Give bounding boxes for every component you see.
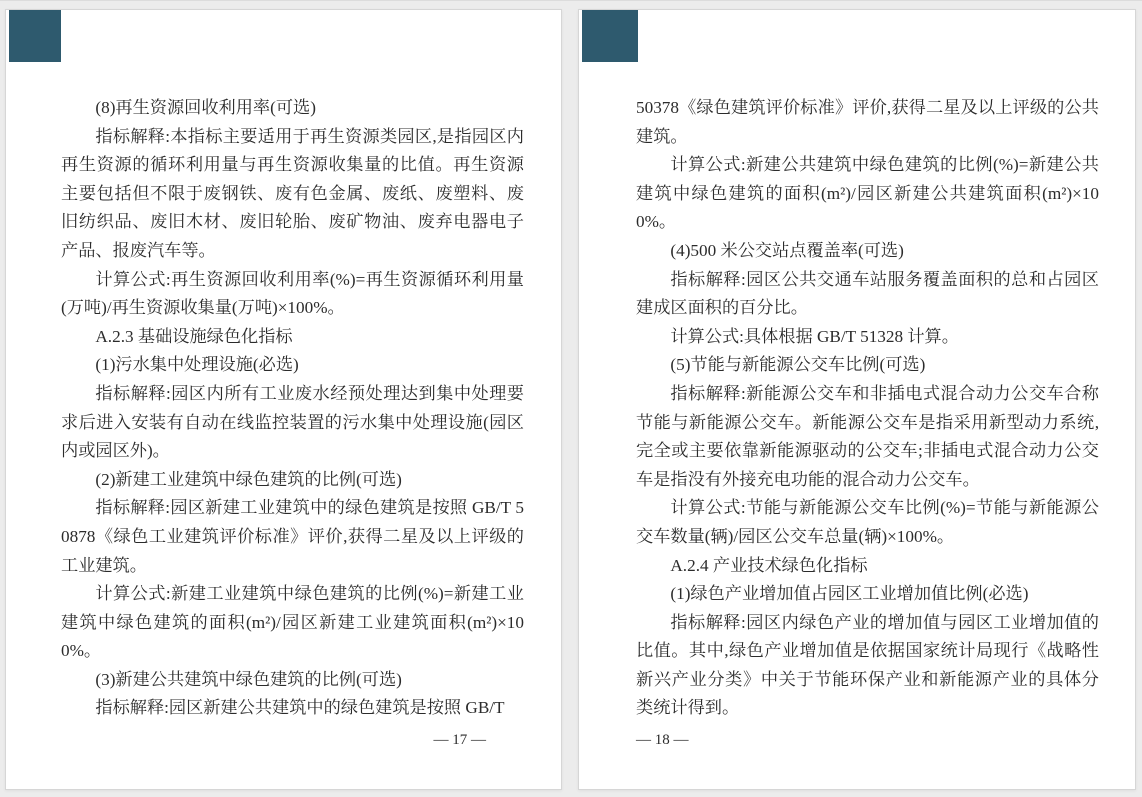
section-heading: A.2.3 基础设施绿色化指标 xyxy=(95,326,293,346)
paragraph: 计算公式:新建工业建筑中绿色建筑的比例(%)=新建工业建筑中绿色建筑的面积(m²)/园区新建工业建筑面积(m²)×100%。 xyxy=(61,584,524,661)
corner-redaction-stamp xyxy=(582,10,638,62)
paragraph: (3)新建公共建筑中绿色建筑的比例(可选) xyxy=(95,669,402,689)
page-18-text xyxy=(636,94,1099,723)
paragraph: 计算公式:新建公共建筑中绿色建筑的比例(%)=新建公共建筑中绿色建筑的面积(m²)/园区新建公共建筑面积(m²)×100%。 xyxy=(636,155,1099,232)
page-17-text xyxy=(61,94,524,723)
paragraph: (5)节能与新能源公交车比例(可选) xyxy=(670,355,926,375)
paragraph: 计算公式:具体根据 GB/T 51328 计算。 xyxy=(670,326,959,346)
page-18 xyxy=(578,9,1136,790)
paragraph: 50378《绿色建筑评价标准》评价,获得二星及以上评级的公共建筑。 xyxy=(636,98,1099,146)
paragraph: (1)污水集中处理设施(必选) xyxy=(95,355,299,375)
paragraph: (2)新建工业建筑中绿色建筑的比例(可选) xyxy=(95,469,402,489)
paragraph: 指标解释:园区新建工业建筑中的绿色建筑是按照 GB/T 50878《绿色工业建筑评价标准》评价,获得二星及以上评级的工业建筑。 xyxy=(61,498,524,575)
paragraph: (4)500 米公交站点覆盖率(可选) xyxy=(670,240,904,260)
page-number: — 17 — xyxy=(433,732,486,748)
paragraph: (1)绿色产业增加值占园区工业增加值比例(必选) xyxy=(670,584,1029,604)
corner-redaction-stamp xyxy=(9,10,61,62)
paragraph: 指标解释:本指标主要适用于再生资源类园区,是指园区内再生资源的循环利用量与再生资源收集量的比值。再生资源主要包括但不限于废钢铁、废有色金属、废纸、废塑料、废旧纺织品、废旧木材、废旧轮胎、废矿物油、废弃电器电子产品、报废汽车等。 xyxy=(61,126,524,260)
page-17 xyxy=(5,9,562,790)
page-number: — 18 — xyxy=(636,732,689,748)
paragraph: (8)再生资源回收利用率(可选) xyxy=(95,98,316,117)
paragraph: 计算公式:节能与新能源公交车比例(%)=节能与新能源公交车数量(辆)/园区公交车总量(辆)×100%。 xyxy=(636,498,1099,546)
section-heading: A.2.4 产业技术绿色化指标 xyxy=(670,555,868,575)
paragraph: 指标解释:园区新建公共建筑中的绿色建筑是按照 GB/T xyxy=(95,698,505,718)
paragraph: 指标解释:园区公共交通车站服务覆盖面积的总和占园区建成区面积的百分比。 xyxy=(636,269,1099,318)
paragraph: 计算公式:再生资源回收利用率(%)=再生资源循环利用量(万吨)/再生资源收集量(万吨)×100%。 xyxy=(61,269,524,318)
paragraph: 指标解释:园区内绿色产业的增加值与园区工业增加值的比值。其中,绿色产业增加值是依据国家统计局现行《战略性新兴产业分类》中关于节能环保产业和新能源产业的具体分类统计得到。 xyxy=(636,612,1099,718)
paragraph: 指标解释:新能源公交车和非插电式混合动力公交车合称节能与新能源公交车。新能源公交车是指采用新型动力系统,完全或主要依靠新能源驱动的公交车;非插电式混合动力公交车是指没有外接充电功能的混合动力公交车。 xyxy=(636,383,1099,489)
paragraph: 指标解释:园区内所有工业废水经预处理达到集中处理要求后进入安装有自动在线监控装置的污水集中处理设施(园区内或园区外)。 xyxy=(61,383,524,461)
